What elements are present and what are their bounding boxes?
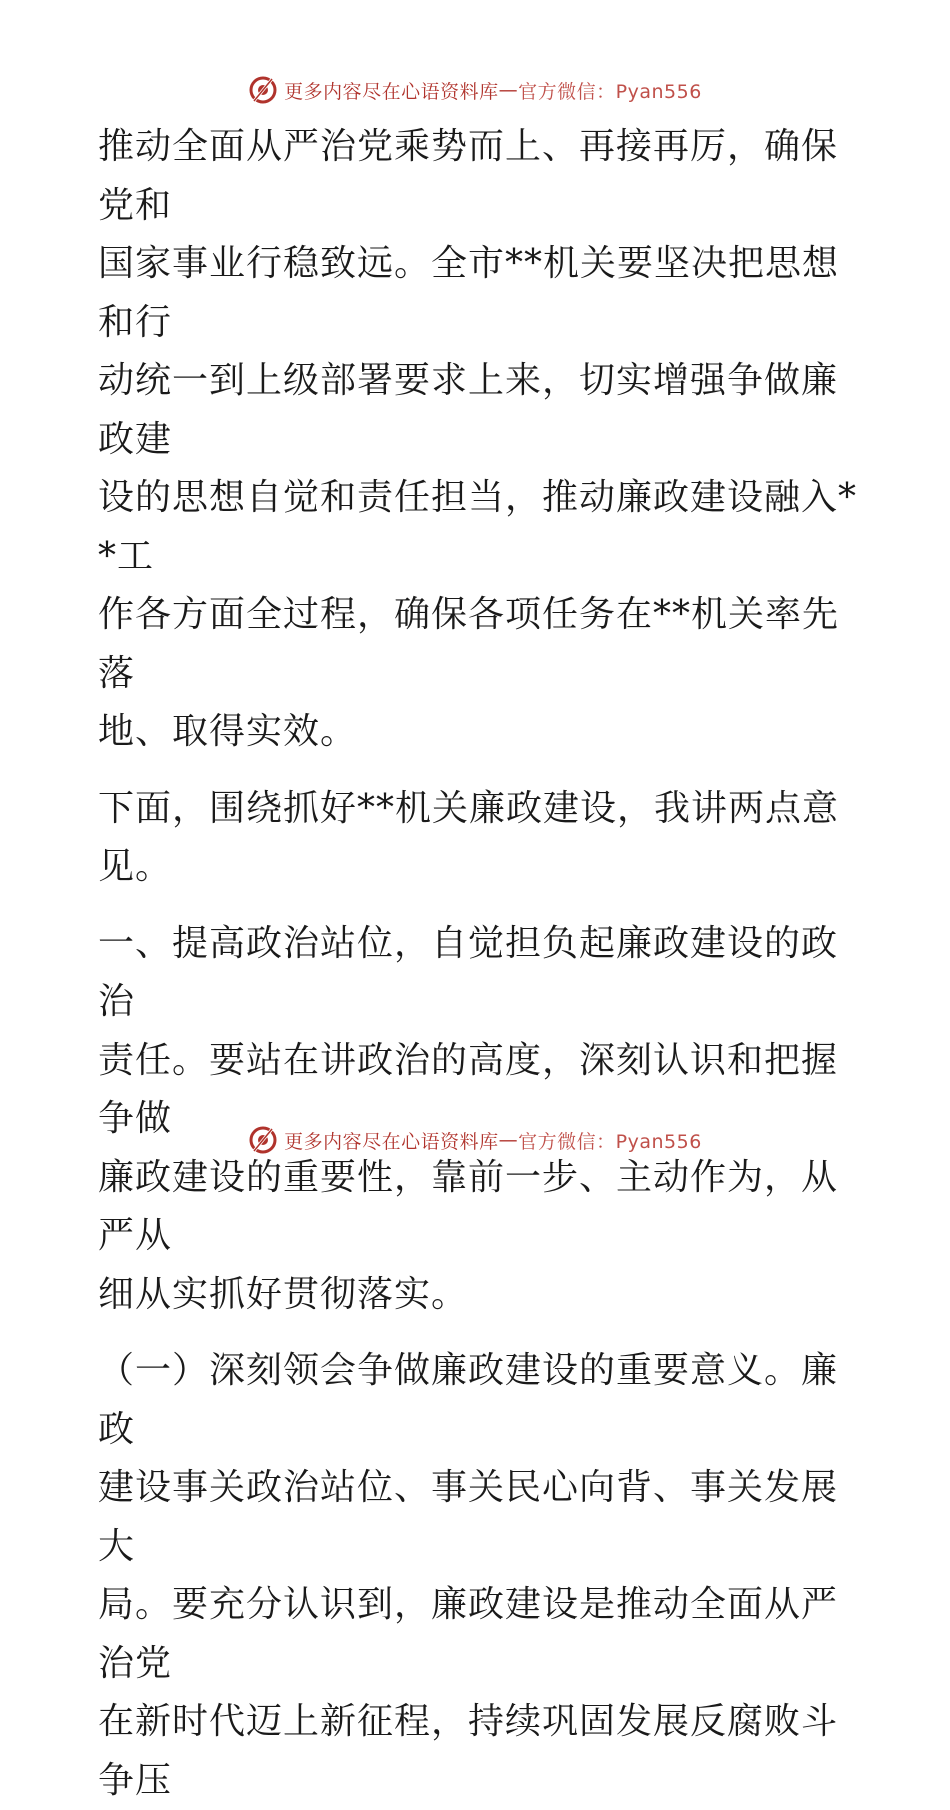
footer-separator: — — [498, 1129, 519, 1151]
body-line: 设的思想自觉和责任担当，推动廉政建设融入**工 — [98, 477, 858, 577]
body-line: 责任。要站在讲政治的高度，深刻认识和把握争做 — [98, 1039, 839, 1139]
footer-banner — [0, 1120, 950, 1160]
footer-text: 更多内容尽在心语资料库 — [284, 1130, 499, 1153]
header-text: 更多内容尽在心语资料库 — [284, 80, 499, 103]
body-line: 动统一到上级部署要求上来，切实增强争做廉政建 — [98, 360, 839, 460]
body-line: 廉政建设的重要性，靠前一步、主动作为，从严从 — [98, 1156, 839, 1256]
footer-wechat: 官方微信：Pyan556 — [518, 1130, 702, 1153]
body-line: 作各方面全过程，确保各项任务在**机关率先落 — [98, 594, 840, 694]
header-separator: — — [498, 79, 519, 101]
pen-logo-icon — [248, 1125, 278, 1155]
body-line: 推动全面从严治党乘势而上、再接再厉，确保党和 — [98, 126, 839, 226]
body-line: 建设事关政治站位、事关民心向背、事关发展大 — [98, 1467, 839, 1567]
header-wechat: 官方微信：Pyan556 — [518, 80, 702, 103]
body-line: 见。 — [98, 846, 173, 887]
body-line: 下面，围绕抓好**机关廉政建设，我讲两点意 — [98, 787, 840, 829]
document-body — [98, 118, 858, 1810]
body-line: 国家事业行稳致远。全市**机关要坚决把思想和行 — [98, 243, 840, 343]
body-line: 局。要充分认识到，廉政建设是推动全面从严治党 — [98, 1584, 839, 1684]
body-line: 在新时代迈上新征程，持续巩固发展反腐败斗争压 — [98, 1701, 839, 1801]
header-banner — [0, 70, 950, 110]
body-line: 地、取得实效。 — [98, 711, 358, 752]
pen-logo-icon — [248, 75, 278, 105]
body-line: 细从实抓好贯彻落实。 — [98, 1273, 469, 1315]
subsection-heading: （一）深刻领会争做廉政建设的重要意义。廉政 — [98, 1350, 839, 1450]
section-heading: 一、提高政治站位，自觉担负起廉政建设的政治 — [98, 922, 839, 1022]
